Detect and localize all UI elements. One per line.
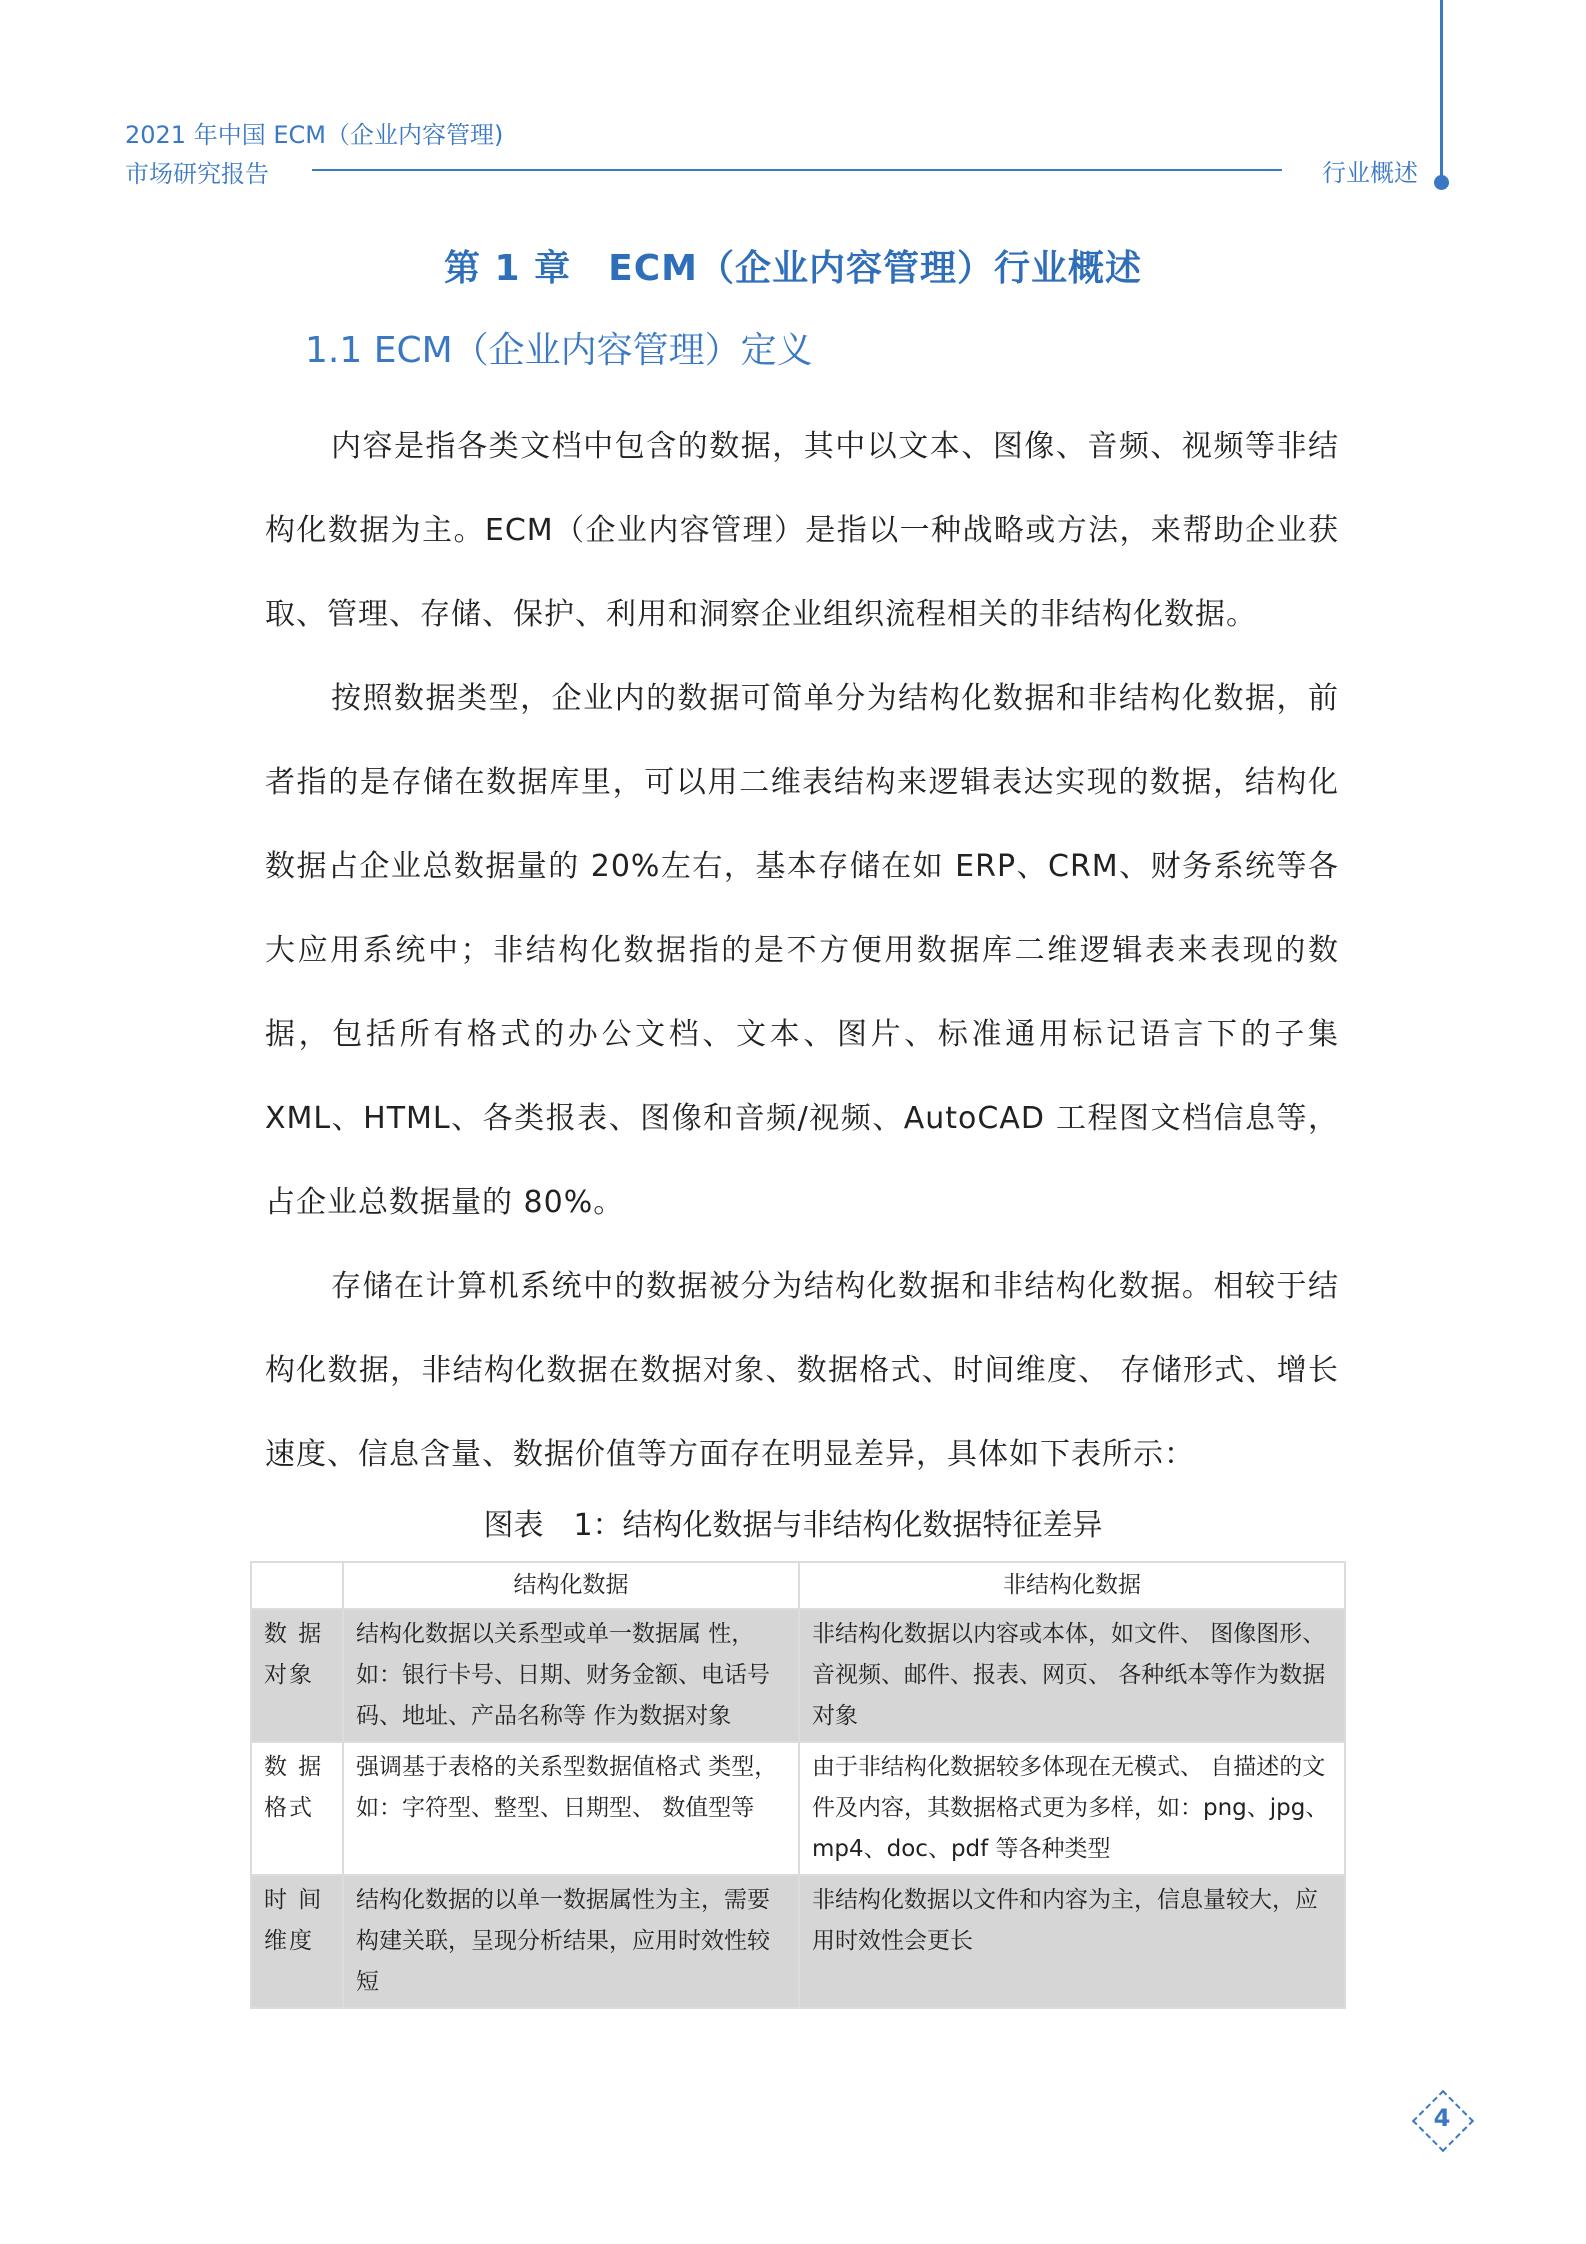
structured-cell: 结构化数据的以单一数据属性为主，需要构建关联，呈现分析结果，应用时效性较短 xyxy=(343,1875,799,2008)
table-row xyxy=(251,1742,1345,1875)
table-header-cell: 结构化数据 xyxy=(343,1562,799,1609)
structured-cell: 强调基于表格的关系型数据值格式 类型，如：字符型、整型、日期型、 数值型等 xyxy=(343,1742,799,1875)
row-label: 数 据 格式 xyxy=(251,1742,343,1875)
table-row xyxy=(251,1609,1345,1742)
header-vertical-line xyxy=(1440,0,1443,182)
table-header-row xyxy=(251,1562,1345,1609)
paragraph: 存储在计算机系统中的数据被分为结构化数据和非结构化数据。相较于结构化数据，非结构化数据在数据对象、数据格式、时间维度、 存储形式、增长速度、信息含量、数据价值等方面存在明显差异，具体如下表所示： xyxy=(265,1269,1339,1472)
paragraph: 按照数据类型，企业内的数据可简单分为结构化数据和非结构化数据，前者指的是存储在数据库里，可以用二维表结构来逻辑表达实现的数据，结构化数据占企业总数据量的 20%左右，基本存储在如 ERP、CRM、财务系统等各大应用系统中；非结构化数据指的是不方便用数据库二维逻辑表来表现的数据，包括所有格式的办公文档、文本、图片、标准通用标记语言下的子集 XML、HTML、各类报表、图像和音频/视频、AutoCAD 工程图文档信息等，占企业总数据量的 80%。 xyxy=(265,681,1339,1220)
section-title: 1.1 ECM（企业内容管理）定义 xyxy=(305,330,813,371)
table-caption: 图表 1：结构化数据与非结构化数据特征差异 xyxy=(483,1508,1103,1543)
comparison-table xyxy=(250,1561,1346,2009)
page-number: 4 xyxy=(1433,2104,1451,2132)
unstructured-cell: 非结构化数据以内容或本体，如文件、 图像图形、音视频、邮件、报表、网页、 各种纸本等作为数据对象 xyxy=(799,1609,1345,1742)
table-header-cell xyxy=(251,1562,343,1609)
header-dot xyxy=(1434,175,1449,190)
header-section-label: 行业概述 xyxy=(1322,159,1418,187)
structured-cell: 结构化数据以关系型或单一数据属 性，如：银行卡号、日期、财务金额、电话号码、地址、产品名称等 作为数据对象 xyxy=(343,1609,799,1742)
table-row xyxy=(251,1875,1345,2008)
header-rule xyxy=(312,169,1282,171)
header-report-title: 2021 年中国 ECM（企业内容管理) xyxy=(125,121,504,149)
paragraph: 内容是指各类文档中包含的数据，其中以文本、图像、音频、视频等非结构化数据为主。ECM（企业内容管理）是指以一种战略或方法，来帮助企业获取、管理、存储、保护、利用和洞察企业组织流程相关的非结构化数据。 xyxy=(265,429,1339,632)
table-header-cell: 非结构化数据 xyxy=(799,1562,1345,1609)
unstructured-cell: 由于非结构化数据较多体现在无模式、 自描述的文件及内容，其数据格式更为多样，如：png、jpg、mp4、doc、pdf 等各种类型 xyxy=(799,1742,1345,1875)
chapter-title: 第 1 章 ECM（企业内容管理）行业概述 xyxy=(444,248,1142,289)
header-report-subtitle: 市场研究报告 xyxy=(125,160,269,188)
row-label: 数 据 对象 xyxy=(251,1609,343,1742)
row-label: 时 间 维度 xyxy=(251,1875,343,2008)
page-number-badge xyxy=(1412,2090,1472,2150)
unstructured-cell: 非结构化数据以文件和内容为主，信息量较大，应用时效性会更长 xyxy=(799,1875,1345,2008)
body-text xyxy=(265,405,1339,1497)
